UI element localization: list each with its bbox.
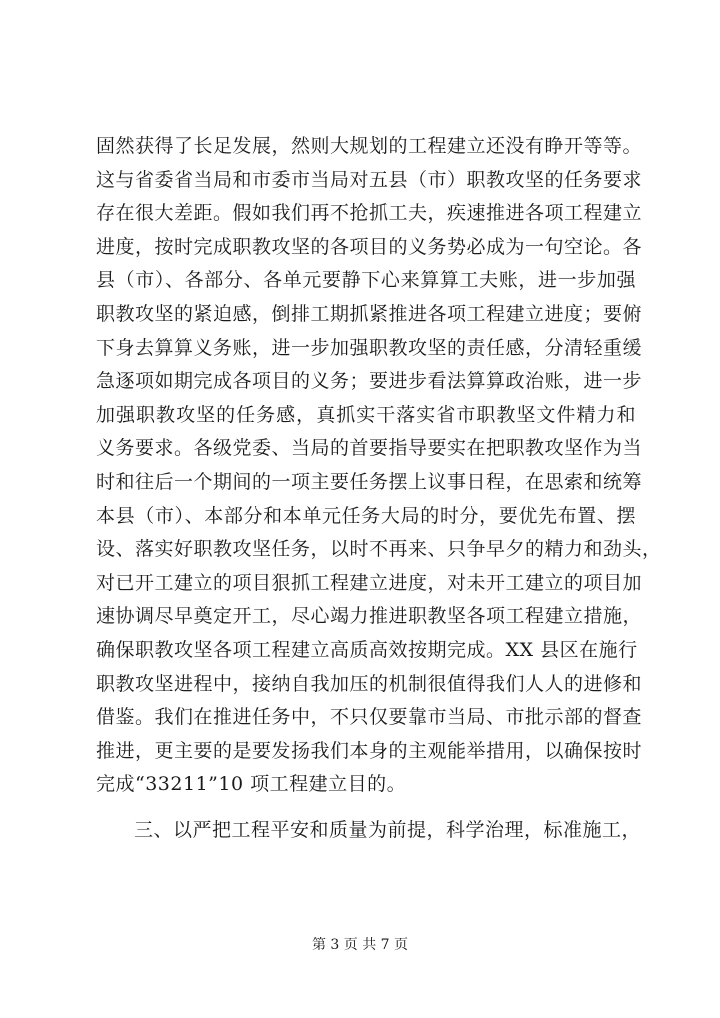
text-line: 本县（市）、本部分和本单元任务大局的时分，要优先布置、摆 [96,504,636,527]
text-line: 义务要求。各级党委、当局的首要指导要实在把职教攻坚作为当 [96,437,643,460]
text-line: 完成“33211”10 项工程建立目的。 [96,773,407,796]
text-line: 县（市）、各部分、各单元要静下心来算算工夫账，进一步加强 [96,269,636,292]
text-line: 设、落实好职教攻坚任务，以时不再来、只争早夕的精力和劲头， [96,538,662,561]
text-line: 下身去算算义务账，进一步加强职教攻坚的责任感，分清轻重缓 [96,336,643,359]
text-line: 这与省委省当局和市委市当局对五县（市）职教攻坚的任务要求 [96,168,643,191]
text-line: 借鉴。我们在推进任务中，不只仅要靠市当局、市批示部的督查 [96,706,643,729]
section-heading-line: 三、以严把工程平安和质量为前提，科学治理，标准施工， [134,818,642,841]
body-text [96,130,662,847]
text-line: 确保职教攻坚各项工程建立高质高效按期完成。XX 县区在施行 [96,638,638,661]
text-line: 职教攻坚的紧迫感，倒排工期抓紧推进各项工程建立进度；要俯 [96,302,643,325]
text-line: 推进，更主要的是要发扬我们本身的主观能举措用，以确保按时 [96,739,643,762]
text-line: 进度，按时完成职教攻坚的各项目的义务势必成为一句空论。各 [96,235,643,258]
text-line: 速协调尽早奠定开工，尽心竭力推进职教坚各项工程建立措施， [96,605,643,628]
text-line: 固然获得了长足发展，然则大规划的工程建立还没有睁开等等。 [96,135,643,157]
paragraph-gap [96,802,636,814]
text-line: 急逐项如期完成各项目的义务；要进步看法算算政治账，进一步 [96,370,643,393]
text-line: 加强职教攻坚的任务感，真抓实干落实省市职教坚文件精力和 [96,403,636,426]
text-line: 对已开工建立的项目狠抓工程建立进度，对未开工建立的项目加 [96,571,643,594]
text-line: 存在很大差距。假如我们再不抢抓工夫，疾速推进各项工程建立 [96,202,643,225]
text-line: 职教攻坚进程中，接纳自我加压的机制很值得我们人人的进修和 [96,672,643,695]
text-line: 时和往后一个期间的一项主要任务摆上议事日程，在思索和统筹 [96,470,643,493]
page-footer: 第 3 页 共 7 页 [311,937,409,953]
